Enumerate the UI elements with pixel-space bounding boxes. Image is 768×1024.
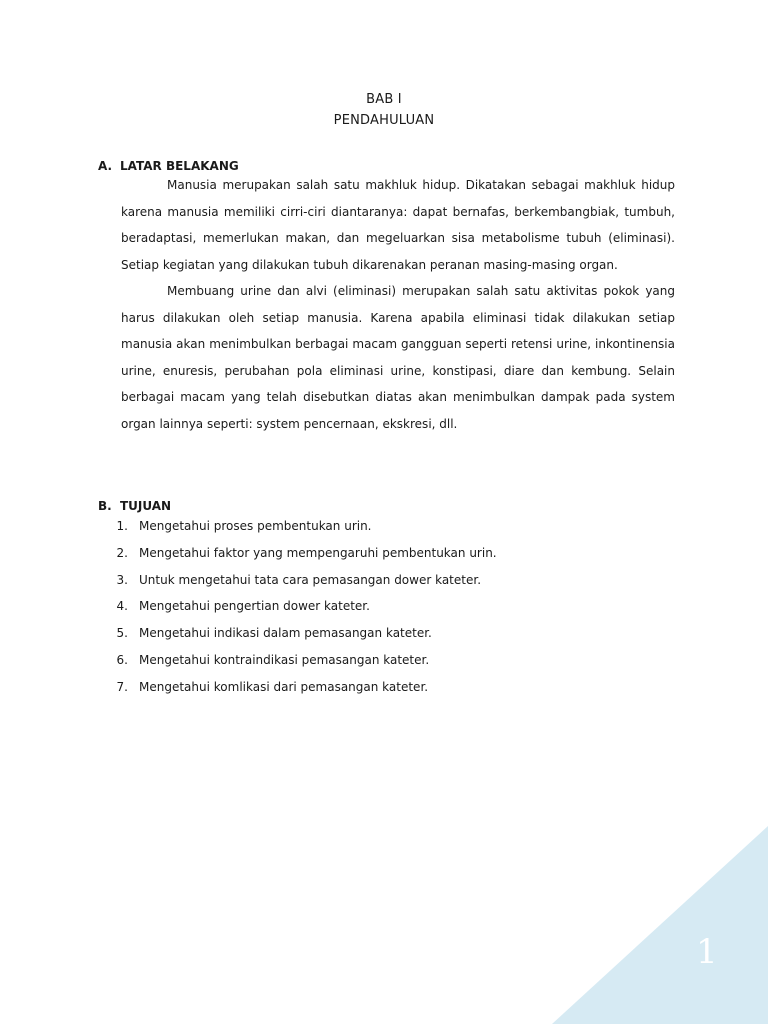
list-item-text: Untuk mengetahui tata cara pemasangan dower kateter.	[139, 572, 482, 587]
goals-list	[98, 516, 698, 704]
list-item-text: Mengetahui faktor yang mempengaruhi pembentukan urin.	[139, 545, 497, 560]
section-b-letter: B.	[98, 499, 112, 513]
list-item-text: Mengetahui kontraindikasi pemasangan kateter.	[139, 652, 430, 667]
list-item	[98, 650, 698, 677]
background-text	[121, 172, 675, 437]
section-b-title: TUJUAN	[120, 499, 172, 513]
paragraph: Manusia merupakan salah satu makhluk hidup. Dikatakan sebagai makhluk hidup karena manusia memiliki cirri-ciri diantaranya: dapat bernafas, berkembangbiak, tumbuh, beradaptasi, memerlukan makan, dan megeluarkan sisa metabolisme tubuh (eliminasi). Setiap kegiatan yang dilakukan tubuh dikarenakan peranan masing-masing organ.	[121, 178, 675, 272]
corner-triangle-decoration	[552, 826, 768, 1024]
list-item-number: 7.	[116, 679, 128, 694]
list-item-number: 2.	[116, 545, 128, 560]
list-item-text: Mengetahui indikasi dalam pemasangan kateter.	[139, 626, 432, 641]
list-item-number: 1.	[116, 519, 128, 533]
list-item-text: Mengetahui proses pembentukan urin.	[139, 519, 372, 533]
list-item	[98, 543, 698, 570]
list-item	[98, 596, 698, 623]
section-a-letter: A.	[98, 159, 113, 173]
list-item-text: Mengetahui pengertian dower kateter.	[139, 599, 370, 614]
section-a-title: LATAR BELAKANG	[120, 159, 239, 173]
page-number: 1	[696, 932, 718, 972]
list-item-number: 3.	[116, 572, 128, 587]
section-b-heading	[98, 497, 171, 515]
list-item	[98, 677, 698, 704]
paragraph: Membuang urine dan alvi (eliminasi) merupakan salah satu aktivitas pokok yang harus dilakukan oleh setiap manusia. Karena apabila eliminasi tidak dilakukan setiap manusia akan menimbulkan berbagai macam gangguan seperti retensi urine, inkontinensia urine, enuresis, perubahan pola eliminasi urine, konstipasi, diare dan kembung. Selain berbagai macam yang telah disebutkan diatas akan menimbulkan dampak pada system organ lainnya seperti: system pencernaan, ekskresi, dll.	[121, 284, 675, 431]
list-item	[98, 623, 698, 650]
list-item-number: 6.	[116, 652, 128, 667]
chapter-heading	[0, 89, 768, 131]
list-item	[98, 570, 698, 597]
list-item-text: Mengetahui komlikasi dari pemasangan kateter.	[139, 679, 429, 694]
list-item-number: 4.	[116, 599, 128, 614]
list-item-number: 5.	[116, 626, 128, 641]
corner-triangle	[552, 826, 768, 1024]
list-item	[98, 516, 698, 543]
chapter-title: PENDAHULUAN	[333, 113, 435, 128]
chapter-label: BAB I	[366, 92, 402, 107]
